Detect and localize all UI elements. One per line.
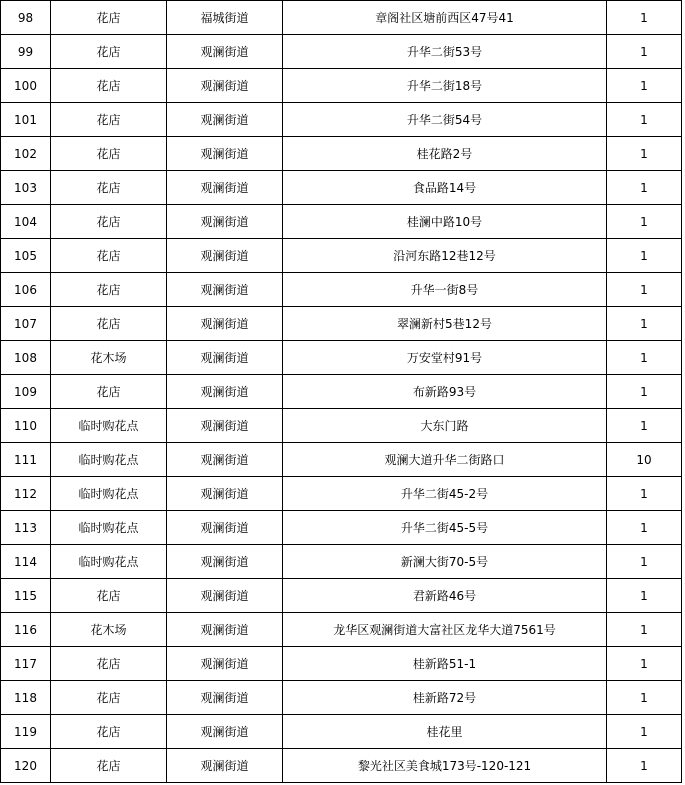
street-cell: 观澜街道 (167, 35, 283, 69)
count-cell: 1 (607, 375, 682, 409)
count-cell: 1 (607, 171, 682, 205)
table-row (1, 749, 682, 783)
row-number-cell: 101 (1, 103, 51, 137)
street-cell: 观澜街道 (167, 103, 283, 137)
count-cell: 1 (607, 35, 682, 69)
table-row (1, 613, 682, 647)
street-cell: 观澜街道 (167, 443, 283, 477)
shop-type-cell: 花店 (51, 69, 167, 103)
count-cell: 1 (607, 545, 682, 579)
street-cell: 观澜街道 (167, 579, 283, 613)
row-number-cell: 113 (1, 511, 51, 545)
table-row (1, 579, 682, 613)
shop-type-cell: 花店 (51, 35, 167, 69)
street-cell: 观澜街道 (167, 613, 283, 647)
address-cell: 桂花里 (283, 715, 607, 749)
street-cell: 观澜街道 (167, 647, 283, 681)
street-cell: 观澜街道 (167, 681, 283, 715)
table-row (1, 375, 682, 409)
row-number-cell: 100 (1, 69, 51, 103)
street-cell: 观澜街道 (167, 715, 283, 749)
count-cell: 1 (607, 511, 682, 545)
shop-type-cell: 花木场 (51, 341, 167, 375)
count-cell: 1 (607, 273, 682, 307)
shop-type-cell: 临时购花点 (51, 443, 167, 477)
shop-type-cell: 花店 (51, 137, 167, 171)
table-row (1, 307, 682, 341)
shop-type-cell: 临时购花点 (51, 511, 167, 545)
shop-type-cell: 花店 (51, 273, 167, 307)
street-cell: 观澜街道 (167, 545, 283, 579)
shop-type-cell: 临时购花点 (51, 409, 167, 443)
address-cell: 升华二街53号 (283, 35, 607, 69)
count-cell: 1 (607, 477, 682, 511)
table-row (1, 511, 682, 545)
table-row (1, 137, 682, 171)
shop-type-cell: 花木场 (51, 613, 167, 647)
shop-type-cell: 花店 (51, 307, 167, 341)
address-cell: 观澜大道升华二街路口 (283, 443, 607, 477)
address-cell: 大东门路 (283, 409, 607, 443)
address-cell: 君新路46号 (283, 579, 607, 613)
count-cell: 1 (607, 239, 682, 273)
table-row (1, 477, 682, 511)
street-cell: 观澜街道 (167, 307, 283, 341)
shop-type-cell: 花店 (51, 647, 167, 681)
shop-type-cell: 花店 (51, 715, 167, 749)
table-row (1, 69, 682, 103)
count-cell: 1 (607, 749, 682, 783)
row-number-cell: 119 (1, 715, 51, 749)
shop-type-cell: 花店 (51, 1, 167, 35)
row-number-cell: 108 (1, 341, 51, 375)
row-number-cell: 110 (1, 409, 51, 443)
shop-type-cell: 临时购花点 (51, 477, 167, 511)
shop-type-cell: 花店 (51, 579, 167, 613)
street-cell: 福城街道 (167, 1, 283, 35)
street-cell: 观澜街道 (167, 137, 283, 171)
address-cell: 布新路93号 (283, 375, 607, 409)
shop-type-cell: 临时购花点 (51, 545, 167, 579)
row-number-cell: 98 (1, 1, 51, 35)
row-number-cell: 102 (1, 137, 51, 171)
count-cell: 1 (607, 647, 682, 681)
address-cell: 沿河东路12巷12号 (283, 239, 607, 273)
street-cell: 观澜街道 (167, 205, 283, 239)
street-cell: 观澜街道 (167, 341, 283, 375)
count-cell: 1 (607, 205, 682, 239)
shop-type-cell: 花店 (51, 681, 167, 715)
count-cell: 1 (607, 1, 682, 35)
address-cell: 翠澜新村5巷12号 (283, 307, 607, 341)
table-row (1, 443, 682, 477)
row-number-cell: 115 (1, 579, 51, 613)
address-cell: 食品路14号 (283, 171, 607, 205)
row-number-cell: 105 (1, 239, 51, 273)
address-cell: 升华一街8号 (283, 273, 607, 307)
table-body (1, 1, 682, 783)
street-cell: 观澜街道 (167, 477, 283, 511)
table-row (1, 545, 682, 579)
address-cell: 万安堂村91号 (283, 341, 607, 375)
table-row (1, 239, 682, 273)
address-cell: 升华二街45-2号 (283, 477, 607, 511)
row-number-cell: 111 (1, 443, 51, 477)
row-number-cell: 106 (1, 273, 51, 307)
street-cell: 观澜街道 (167, 69, 283, 103)
count-cell: 1 (607, 613, 682, 647)
row-number-cell: 109 (1, 375, 51, 409)
street-cell: 观澜街道 (167, 273, 283, 307)
address-cell: 桂新路51-1 (283, 647, 607, 681)
row-number-cell: 120 (1, 749, 51, 783)
shop-type-cell: 花店 (51, 103, 167, 137)
table-row (1, 205, 682, 239)
count-cell: 1 (607, 681, 682, 715)
street-cell: 观澜街道 (167, 749, 283, 783)
shop-type-cell: 花店 (51, 375, 167, 409)
table-row (1, 171, 682, 205)
street-cell: 观澜街道 (167, 511, 283, 545)
row-number-cell: 107 (1, 307, 51, 341)
address-cell: 新澜大街70-5号 (283, 545, 607, 579)
table-row (1, 715, 682, 749)
count-cell: 1 (607, 137, 682, 171)
table-row (1, 409, 682, 443)
row-number-cell: 114 (1, 545, 51, 579)
row-number-cell: 99 (1, 35, 51, 69)
street-cell: 观澜街道 (167, 409, 283, 443)
row-number-cell: 116 (1, 613, 51, 647)
shop-type-cell: 花店 (51, 171, 167, 205)
address-cell: 龙华区观澜街道大富社区龙华大道7561号 (283, 613, 607, 647)
row-number-cell: 112 (1, 477, 51, 511)
table-row (1, 341, 682, 375)
count-cell: 1 (607, 103, 682, 137)
address-cell: 升华二街54号 (283, 103, 607, 137)
table-row (1, 647, 682, 681)
count-cell: 10 (607, 443, 682, 477)
count-cell: 1 (607, 579, 682, 613)
count-cell: 1 (607, 715, 682, 749)
row-number-cell: 117 (1, 647, 51, 681)
street-cell: 观澜街道 (167, 239, 283, 273)
table-row (1, 1, 682, 35)
count-cell: 1 (607, 69, 682, 103)
shop-type-cell: 花店 (51, 239, 167, 273)
row-number-cell: 104 (1, 205, 51, 239)
address-cell: 桂澜中路10号 (283, 205, 607, 239)
street-cell: 观澜街道 (167, 375, 283, 409)
table-row (1, 273, 682, 307)
address-cell: 桂新路72号 (283, 681, 607, 715)
count-cell: 1 (607, 341, 682, 375)
address-cell: 升华二街18号 (283, 69, 607, 103)
shop-type-cell: 花店 (51, 205, 167, 239)
row-number-cell: 118 (1, 681, 51, 715)
address-cell: 章阁社区塘前西区47号41 (283, 1, 607, 35)
row-number-cell: 103 (1, 171, 51, 205)
address-cell: 黎光社区美食城173号-120-121 (283, 749, 607, 783)
count-cell: 1 (607, 409, 682, 443)
table-row (1, 103, 682, 137)
address-cell: 升华二街45-5号 (283, 511, 607, 545)
shop-type-cell: 花店 (51, 749, 167, 783)
count-cell: 1 (607, 307, 682, 341)
address-cell: 桂花路2号 (283, 137, 607, 171)
table-row (1, 681, 682, 715)
street-cell: 观澜街道 (167, 171, 283, 205)
table-row (1, 35, 682, 69)
